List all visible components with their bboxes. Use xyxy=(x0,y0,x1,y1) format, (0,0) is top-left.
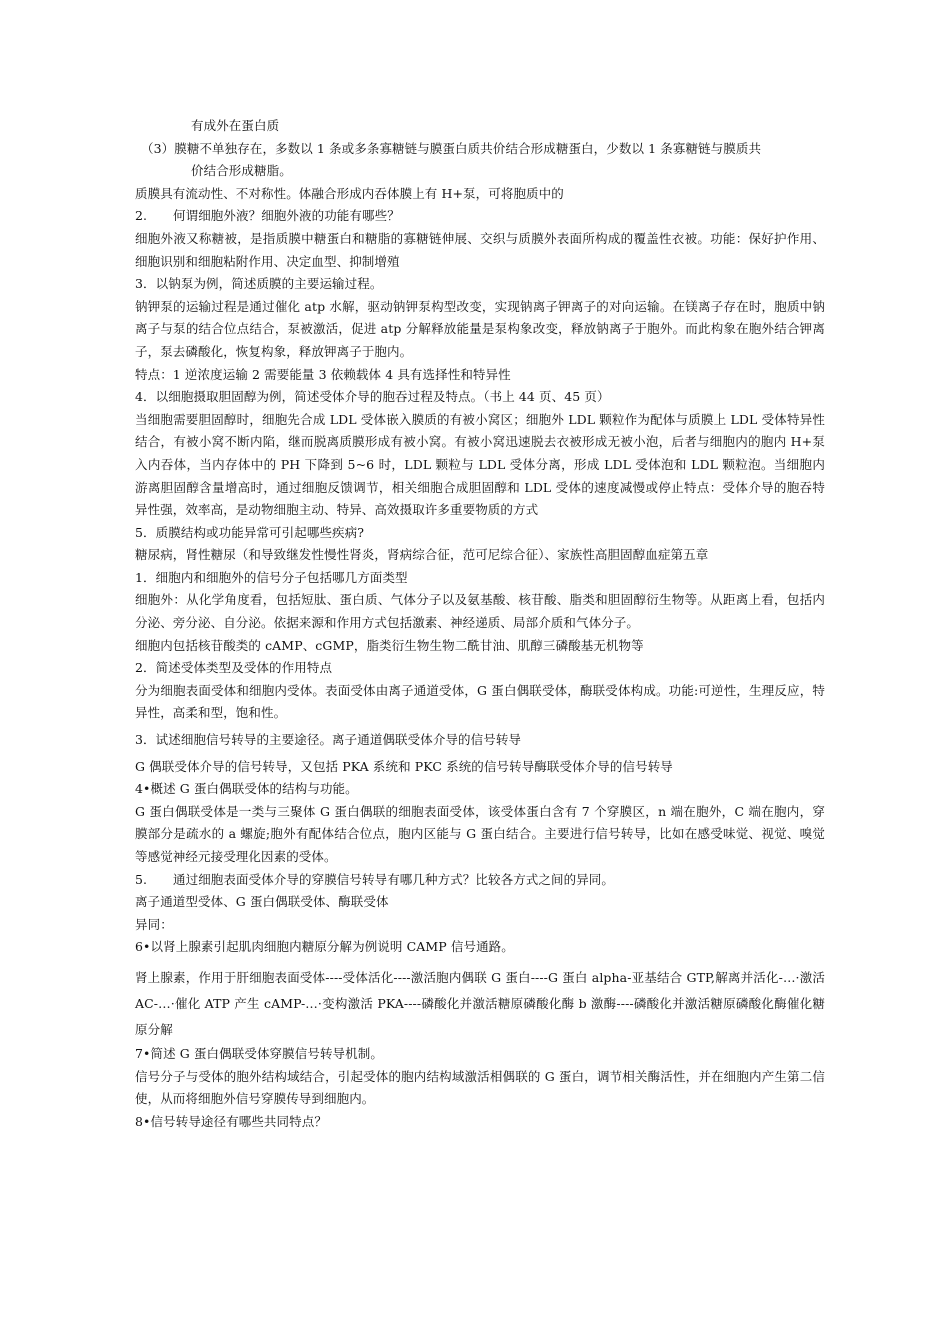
answer-paragraph: 钠钾泵的运输过程是通过催化 atp 水解，驱动钠钾泵构型改变，实现钠离子钾离子的对向运输。在镁离子存在时，胞质中钠离子与泵的结合位点结合，泵被激活，促进 atp 分解释放能量是泵构象改变，释放钠离子于胞外。而此构象在胞外结合钾离子，泵去磷酸化，恢复构象，释放钾离子于胞内。 xyxy=(135,298,825,359)
text-line: 价结合形成糖脂。 xyxy=(191,163,292,179)
text-line: （3）膜糖不单独存在，多数以 1 条或多条寡糖链与膜蛋白质共价结合形成糖蛋白，少数以 1 条寡糖链与膜质共 xyxy=(141,140,762,156)
document-body xyxy=(135,115,825,1133)
question-heading: 1．细胞内和细胞外的信号分子包括哪几方面类型 xyxy=(135,569,408,585)
question-heading xyxy=(135,205,825,228)
answer-paragraph: 离子通道型受体、G 蛋白偶联受体、酶联受体 xyxy=(135,894,389,910)
question-number: 5. xyxy=(135,871,148,887)
question-heading: 7•简述 G 蛋白偶联受体穿膜信号转导机制。 xyxy=(135,1045,383,1061)
question-number: 2. xyxy=(135,208,148,224)
answer-paragraph: 当细胞需要胆固醇时，细胞先合成 LDL 受体嵌入膜质的有被小窝区；细胞外 LDL 颗粒作为配体与质膜上 LDL 受体特异性结合，有被小窝不断内陷，继而脱离质膜形成有被小窝。有被小窝迅速脱去衣被形成无被小泡，后者与细胞内的胞内 H+泵入内吞体，当内存体中的 PH 下降到 5~6 时，LDL 颗粒与 LDL 受体分离，形成 LDL 受体泡和 LDL 颗粒泡。当细胞内游离胆固醇含量增高时，通过细胞反馈调节，相关细胞合成胆固醇和 LDL 受体的速度减慢或停止特点：受体介导的胞吞特异性强，效率高，是动物细胞主动、特异、高效摄取许多重要物质的方式 xyxy=(135,411,825,518)
answer-paragraph: 细胞外液又称糖被，是指质膜中糖蛋白和糖脂的寡糖链伸展、交织与质膜外表面所构成的覆盖性衣被。功能：保好护作用、细胞识别和细胞粘附作用、决定血型、抑制增殖 xyxy=(135,230,825,269)
answer-paragraph: G 蛋白偶联受体是一类与三聚体 G 蛋白偶联的细胞表面受体，该受体蛋白含有 7 个穿膜区，n 端在胞外，C 端在胞内，穿膜部分是疏水的 a 螺旋;胞外有配体结合位点，胞内区能与 G 蛋白结合。主要进行信号转导，比如在感受味觉、视觉、嗅觉等感觉神经元接受理化因素的受体。 xyxy=(135,803,825,864)
question-heading: 5．质膜结构或功能异常可引起哪些疾病? xyxy=(135,524,365,540)
text-line: 特点：1 逆浓度运输 2 需要能量 3 依赖载体 4 具有选择性和特异性 xyxy=(135,366,511,382)
question-heading: 3．试述细胞信号转导的主要途径。离子通道偶联受体介导的信号转导 xyxy=(135,732,522,748)
question-heading: 2．简述受体类型及受体的作用特点 xyxy=(135,660,333,676)
answer-paragraph: 细胞外：从化学角度看，包括短肽、蛋白质、气体分子以及氨基酸、核苷酸、脂类和胆固醇衍生物等。从距离上看，包括内分泌、旁分泌、自分泌。依据来源和作用方式包括激素、神经递质、局部介质和气体分子。 xyxy=(135,592,825,631)
question-heading: 3．以钠泵为例，简述质膜的主要运输过程。 xyxy=(135,276,383,292)
question-heading: 8•信号转导途径有哪些共同特点？ xyxy=(135,1113,327,1129)
question-heading: 4．以细胞摄取胆固醇为例，简述受体介导的胞吞过程及特点。（书上 44 页、45 页） xyxy=(135,389,610,405)
answer-paragraph: 肾上腺素，作用于肝细胞表面受体----受体活化----激活胞内偶联 G 蛋白----G 蛋白 alpha-亚基结合 GTP,解离并活化-…·激活 AC-…·催化 ATP 产生 cAMP-…·变构激活 PKA----磷酸化并激活糖原磷酸化酶 b 激酶----磷酸化并激活糖原磷酸化酶催化糖原分解 xyxy=(135,969,825,1037)
question-heading: 4•概述 G 蛋白偶联受体的结构与功能。 xyxy=(135,781,358,797)
answer-paragraph: 分为细胞表面受体和细胞内受体。表面受体由离子通道受体，G 蛋白偶联受体，酶联受体构成。功能:可逆性，生理反应，特异性，高柔和型，饱和性。 xyxy=(135,682,825,721)
answer-paragraph: 信号分子与受体的胞外结构域结合，引起受体的胞内结构域激活相偶联的 G 蛋白，调节相关酶活性，并在细胞内产生第二信使，从而将细胞外信号穿膜传导到细胞内。 xyxy=(135,1068,825,1107)
question-text: 何谓细胞外液？细胞外液的功能有哪些？ xyxy=(173,208,400,224)
text-line: 质膜具有流动性、不对称性。体融合形成内吞体膜上有 H+泵，可将胞质中的 xyxy=(135,185,564,201)
answer-paragraph: 糖尿病，肾性糖尿（和导致继发性慢性肾炎，肾病综合征，范可尼综合征）、家族性高胆固醇血症第五章 xyxy=(135,547,709,563)
answer-paragraph: 细胞内包括核苷酸类的 cAMP、cGMP，脂类衍生物生物二酰甘油、肌醇三磷酸基无机物等 xyxy=(135,637,644,653)
text-line: 有成外在蛋白质 xyxy=(191,118,280,133)
text-line: 异同： xyxy=(135,916,173,932)
question-heading: 6•以肾上腺素引起肌肉细胞内糖原分解为例说明 CAMP 信号通路。 xyxy=(135,939,514,955)
question-heading xyxy=(135,869,825,892)
answer-paragraph: G 偶联受体介导的信号转导，又包括 PKA 系统和 PKC 系统的信号转导酶联受体介导的信号转导 xyxy=(135,758,673,774)
question-text: 通过细胞表面受体介导的穿膜信号转导有哪几种方式？比较各方式之间的异同。 xyxy=(173,871,615,887)
